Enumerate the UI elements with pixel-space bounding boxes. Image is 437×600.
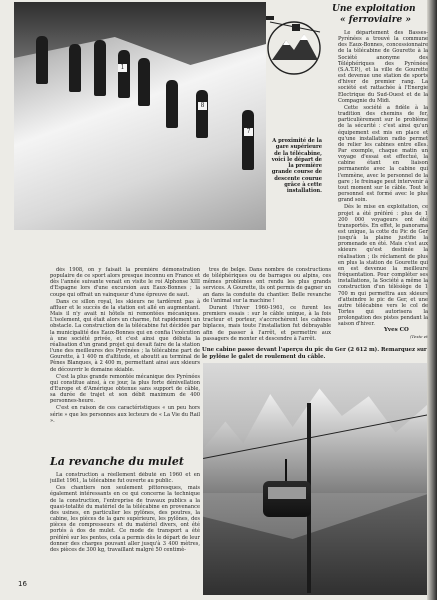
cabin-window [268, 487, 306, 499]
main-column-1 [50, 267, 200, 450]
section-heading: La revanche du mulet [50, 455, 184, 468]
skier-figure [196, 90, 208, 138]
paragraph: Cette société a fidèle à la tradition des chemins de fer, particulièrement sur le problème de la sécurité : c'est ainsi qu'un équipement est mis en place et qu'une installation radio permet de relier les cabines entre elles. Par exemple, chaque matin un voyage d'essai est effectué, la cabine étant en liaison permanente avec la cabine qui l'emmène, avec le personnel de la gare ; le freinage peut intervenir à tout moment sur le câble. Tout le personnel est formé avec le plus grand soin. [338, 104, 428, 204]
race-bib: 7 [244, 128, 253, 136]
paragraph: Dès le mise en exploitation, ce projet a été préféré : plus de 1 200 000 voyageurs ont été transportés. En effet, le panorama est unique, la cotte du Pic de Ger jusqu'à la plaine justifie la promenade en été. Mais c'est aux skieurs qu'est destinée la réalisation ; ils réclament de plus en plus la station de Gourette qui en est devenue la meilleure fréquentation. Pour compléter ses installations, la Société a même la construction d'un télésiège de 1 700 m qui permettra aux skieurs d'atteindre le pic de Ger, et une autre télécabine vers le col de Tortes qui autorisera la prolongation des pistes pendant la saison d'hiver. [338, 204, 428, 328]
article-title-line1: Une exploitation [332, 4, 416, 14]
skier-figure [94, 40, 106, 96]
photo-caption-race: A proximité de la gare supérieure de la télécabine, voici le départ de la première grande course de descente courue grâce à cette installation. [271, 138, 322, 195]
main-column-2 [203, 267, 331, 342]
main-column-1-lower [50, 472, 200, 590]
paragraph: Dans ce sillon royal, les skieurs ne tardèrent pas à affluer et le succès de la station est allé en augmentant. Mais il n'y avait ni hôtels ni remontées mécaniques. L'isolement, qui était alors un charme, fut rapidement un obstacle. La construction de la télécabine fut décidée par la municipalité des Eaux-Bonnes qui en confia l'exécution à une société privée, et c'est ainsi que débuta la réalisation d'un grand projet qui devait faire de la station l'une des meilleures des Pyrénées ; la télécabine part de Gourette, à 1 400 m d'altitude, et aboutit au terminal de Pènes Blanques, à 2 400 m, permettant ainsi aux skieurs de découvrir le domaine skiable. [50, 298, 200, 373]
paragraph: dès 1908, on y faisait la première démonstration populaire de ce sport alors presque inconnu en France et dès l'année suivante venait en visite le roi Alphonse XIII d'Espagne lors d'une excursion aux Eaux-Bonnes ; la coupe qui offrait un vainqueur d'une épreuve de saut. [50, 267, 200, 298]
ski-race-photo [14, 2, 266, 230]
right-column-text [338, 30, 428, 340]
article-title-line2: « ferroviaire » [340, 15, 411, 25]
paragraph: Durant l'hiver 1960-1961, ce furent les premiers essais : sur le câble unique, à la fois tracteur et porteur, s'accrochèrent les cabines biplaces, mais toute l'installation fut débrayable afin de passer à l'arrêt, et permettre aux passagers de monter et descendre à l'arrêt. [203, 304, 331, 342]
skier-figure [138, 58, 150, 106]
paragraph: C'est la plus grande remontée mécanique des Pyrénées qui constitue ainsi, à ce jour, la plus forte dénivellation d'Europe et d'Amérique obtenue sans support de câble, sa durée de trajet et son débit maximum de 400 personnes-heure. [50, 373, 200, 405]
page-fold-shadow [427, 0, 437, 600]
race-bib: 8 [198, 102, 207, 110]
paragraph: Ces chantiers non seulement pittoresques, mais également intéressants en ce qui concerne la technique de la construction, l'entreprise de travaux publics a la quasi-totalité du matériel de la télécabine en provenance des usines, en particulier les pylônes, des poutres, la cabine, les pièces de la gare supérieure, les pylônes, des pièces de compresseurs et du matériel divers, ont été portés à dos de mulet. Ce mode de transport a été préféré sur les pentes, cela a permis dès le départ de leur donner des charges pouvant aller jusqu'à 3 400 mètres, des pièces de 300 kg, travaillant malgré 50 centimè- [50, 485, 200, 553]
telecabin-logo [262, 10, 326, 76]
skier-figure [166, 80, 178, 128]
race-bib: 1 [118, 64, 127, 72]
skier-figure [36, 36, 48, 84]
cabin-hanger [285, 459, 287, 481]
skier-figure [118, 50, 130, 98]
paragraph: Le département des Basses-Pyrénées a trouvé la commune des Eaux-Bonnes, concessionnaire de la télécabine de Gourette à la Société anonyme des Téléphériques des Pyrénées (S.A.T.P.), et la ville de Gourette est devenue une station de sports d'hiver de premier rang. La société est rattachée à l'Energie Electrique du Sud-Ouest et de la Compagnie du Midi. [338, 30, 428, 104]
paragraph: tres de belge. Dans nombre de constructions de téléphériques ou de barrages ou alpins, ces mêmes problèmes ont rendu les plus grands services. A Gourette, ils ont permis de gagner un an dans la conduite du chantier. Belle revanche de l'animal sur la machine ! [203, 267, 331, 304]
gondola-cabin [263, 481, 311, 517]
author-signature: Yves CO [384, 327, 409, 333]
credit-note: (Texte et [410, 334, 428, 339]
foreground-slope [203, 483, 427, 595]
mountain-peaks [203, 383, 427, 493]
paragraph: C'est en raison de ces caractéristiques « un peu hors série » que les personnes aux lecteurs de « La Vie du Rail ». [50, 405, 200, 424]
paragraph: La construction a réellement débuté en 1960 et en juillet 1961, la télécabine fut ouverte au public. [50, 472, 200, 485]
skier-figure [242, 110, 254, 170]
cable-car-photo [203, 363, 427, 595]
page-number: 16 [18, 580, 27, 588]
skier-figure [69, 44, 81, 92]
photo-caption-cabin: Une cabine passe devant l'aperçu du pic du Ger (2 612 m). Remarquez sur le pylône le galet de roulement du câble. [202, 347, 427, 360]
